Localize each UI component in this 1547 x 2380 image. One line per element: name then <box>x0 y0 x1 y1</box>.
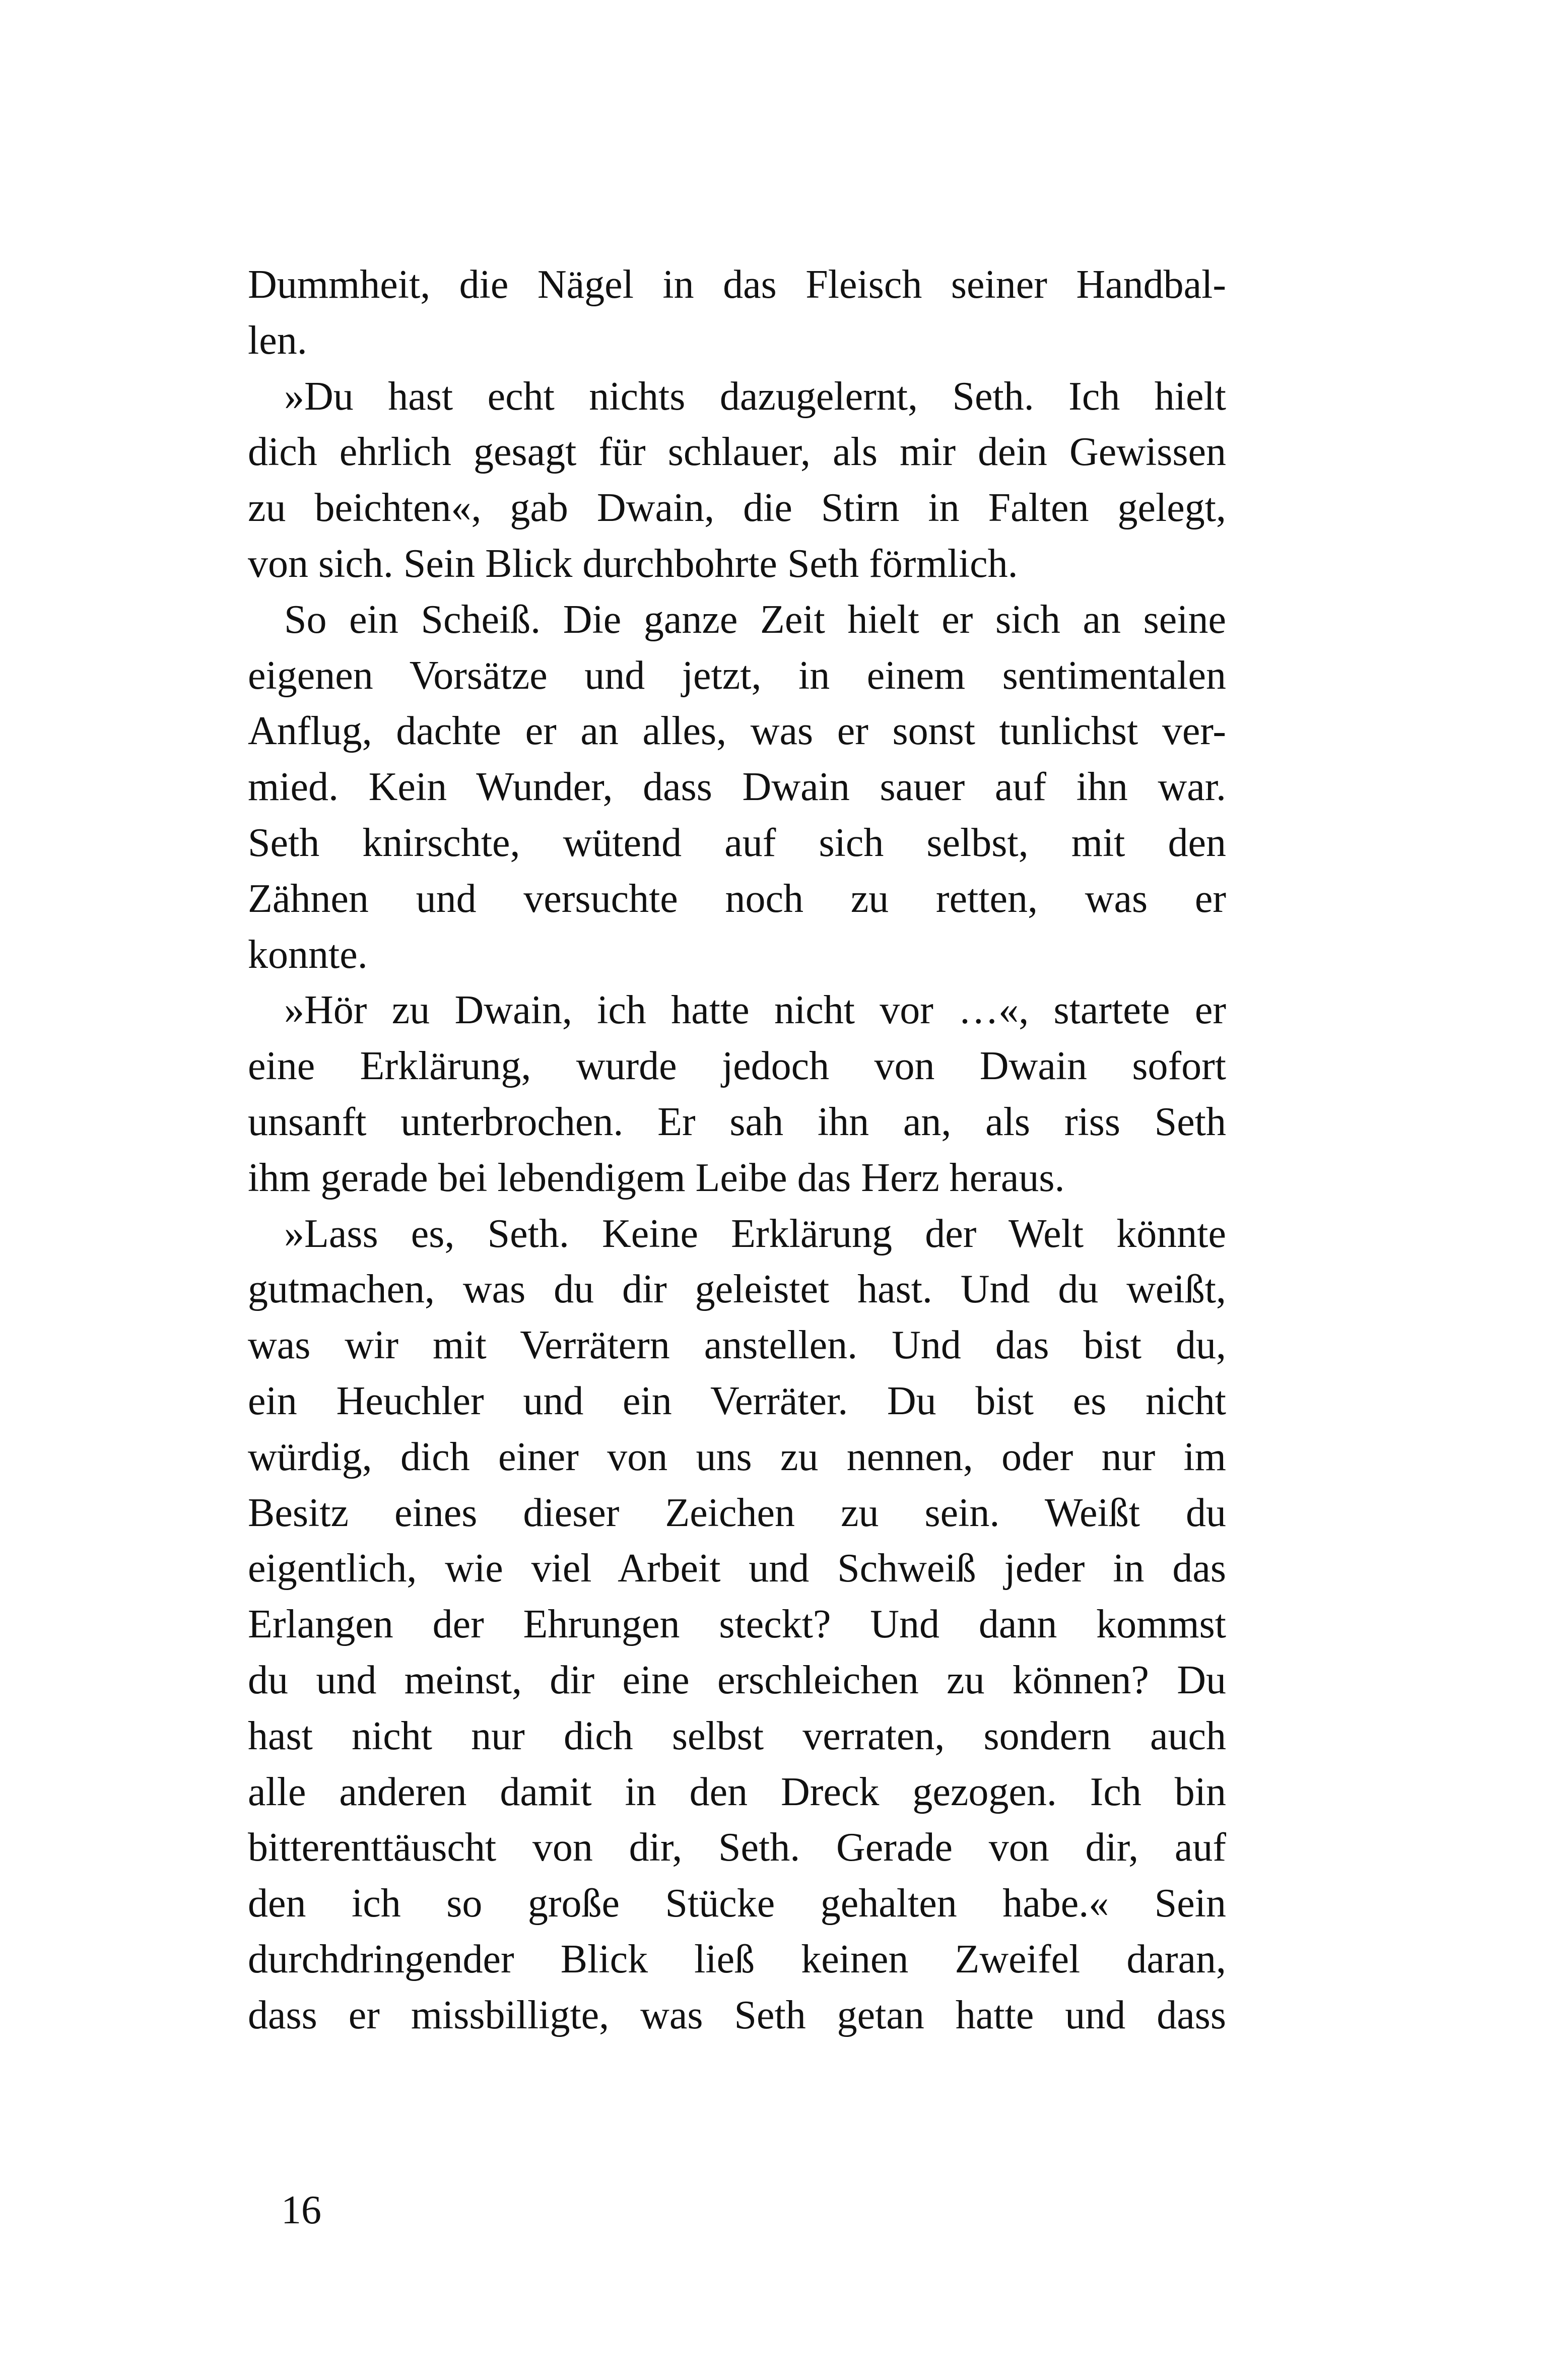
text-line: hast nicht nur dich selbst verraten, sondern auch <box>248 1713 1226 1758</box>
text-line: zu beichten«, gab Dwain, die Stirn in Falten gelegt, <box>248 486 1226 531</box>
page-number: 16 <box>281 2188 321 2232</box>
text-line: ihm gerade bei lebendigem Leibe das Herz heraus. <box>248 1155 1065 1200</box>
text-line: eine Erklärung, wurde jedoch von Dwain sofort <box>248 1044 1226 1089</box>
text-line: len. <box>248 318 307 363</box>
text-line: Anflug, dachte er an alles, was er sonst tunlichst ver- <box>248 709 1226 754</box>
text-line: würdig, dich einer von uns zu nennen, oder nur im <box>248 1434 1226 1479</box>
text-line: »Lass es, Seth. Keine Erklärung der Welt könnte <box>284 1211 1226 1256</box>
text-line: durchdringender Blick ließ keinen Zweifel daran, <box>248 1937 1226 1981</box>
text-line: konnte. <box>248 932 368 977</box>
text-line: von sich. Sein Blick durchbohrte Seth förmlich. <box>248 541 1018 586</box>
text-line: »Hör zu Dwain, ich hatte nicht vor …«, startete er <box>284 988 1226 1033</box>
text-line: du und meinst, dir eine erschleichen zu können? Du <box>248 1658 1226 1702</box>
text-line: »Du hast echt nichts dazugelernt, Seth. Ich hielt <box>284 374 1226 419</box>
text-line: alle anderen damit in den Dreck gezogen. Ich bin <box>248 1769 1226 1814</box>
text-line: Seth knirschte, wütend auf sich selbst, mit den <box>248 820 1226 865</box>
text-line: was wir mit Verrätern anstellen. Und das bist du, <box>248 1323 1226 1368</box>
text-line: gutmachen, was du dir geleistet hast. Und du weißt, <box>248 1267 1226 1312</box>
text-line: eigenen Vorsätze und jetzt, in einem sentimentalen <box>248 653 1226 698</box>
text-line: Besitz eines dieser Zeichen zu sein. Weißt du <box>248 1490 1226 1535</box>
text-line: ein Heuchler und ein Verräter. Du bist es nicht <box>248 1378 1226 1423</box>
text-line: dass er missbilligte, was Seth getan hatte und dass <box>248 1993 1226 2037</box>
text-line: dich ehrlich gesagt für schlauer, als mir dein Gewissen <box>248 430 1226 475</box>
text-line: unsanft unterbrochen. Er sah ihn an, als riss Seth <box>248 1099 1226 1144</box>
body-text <box>248 257 1226 2043</box>
text-line: Dummheit, die Nägel in das Fleisch seiner Handbal- <box>248 262 1226 307</box>
text-line: Erlangen der Ehrungen steckt? Und dann kommst <box>248 1602 1226 1647</box>
text-line: So ein Scheiß. Die ganze Zeit hielt er sich an seine <box>284 597 1226 642</box>
text-line: bitterenttäuscht von dir, Seth. Gerade von dir, auf <box>248 1825 1226 1870</box>
text-line: Zähnen und versuchte noch zu retten, was er <box>248 876 1226 921</box>
text-line: mied. Kein Wunder, dass Dwain sauer auf ihn war. <box>248 765 1226 810</box>
text-line: eigentlich, wie viel Arbeit und Schweiß jeder in das <box>248 1546 1226 1591</box>
text-line: den ich so große Stücke gehalten habe.« Sein <box>248 1881 1226 1926</box>
